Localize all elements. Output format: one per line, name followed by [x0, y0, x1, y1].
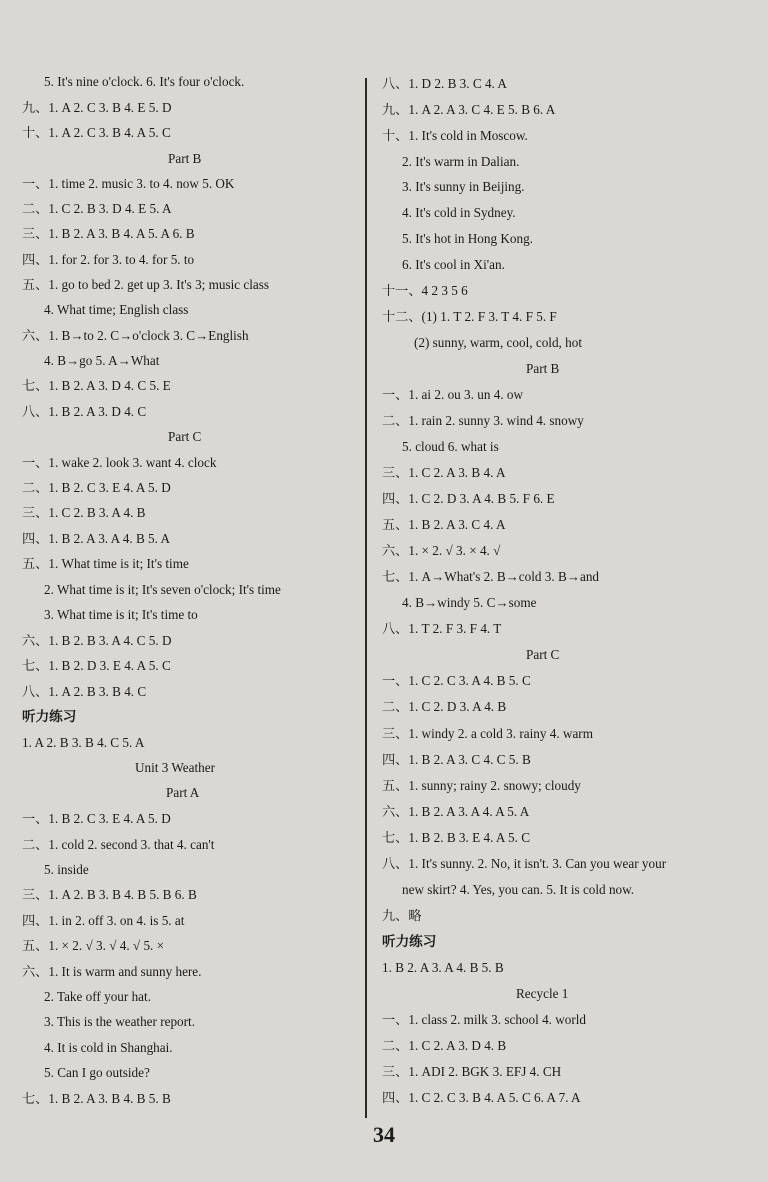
answer-line: 八、1. A 2. B 3. B 4. C [22, 684, 147, 699]
answer-line: 三、1. windy 2. a cold 3. rainy 4. warm [382, 726, 593, 741]
answer-line: (2) sunny, warm, cool, cold, hot [414, 335, 582, 350]
answer-line: 5. inside [44, 862, 89, 877]
answer-line: Part A [166, 785, 200, 800]
answer-line: 一、1. class 2. milk 3. school 4. world [382, 1012, 587, 1027]
answer-line: 五、1. sunny; rainy 2. snowy; cloudy [382, 778, 581, 793]
answer-line: 二、1. C 2. A 3. D 4. B [382, 1038, 507, 1053]
answer-line: 二、1. C 2. B 3. D 4. E 5. A [22, 201, 172, 216]
answer-line: 二、1. B 2. C 3. E 4. A 5. D [22, 480, 171, 495]
answer-line: 3. What time is it; It's time to [44, 607, 198, 622]
answer-line: 4. What time; English class [44, 302, 189, 317]
answer-line: 八、1. It's sunny. 2. No, it isn't. 3. Can you wear your [382, 856, 667, 871]
answer-line: 四、1. for 2. for 3. to 4. for 5. to [22, 252, 195, 267]
answer-line: 一、1. ai 2. ou 3. un 4. ow [382, 387, 524, 402]
section-heading: 听力练习 [22, 709, 77, 725]
answer-line: Part C [526, 647, 560, 662]
section-heading: 听力练习 [382, 934, 437, 950]
answer-line: 一、1. B 2. C 3. E 4. A 5. D [22, 811, 171, 826]
answer-line: 六、1. B→to 2. C→o'clock 3. C→English [22, 328, 249, 343]
answer-line: 十、1. It's cold in Moscow. [382, 128, 528, 143]
answer-line: 三、1. ADI 2. BGK 3. EFJ 4. CH [382, 1064, 562, 1079]
answer-line: Recycle 1 [516, 986, 569, 1001]
answer-line: 六、1. B 2. B 3. A 4. C 5. D [22, 633, 172, 648]
answer-line: 八、1. T 2. F 3. F 4. T [382, 621, 502, 636]
answer-line: 五、1. B 2. A 3. C 4. A [382, 517, 506, 532]
answer-line: 九、1. A 2. A 3. C 4. E 5. B 6. A [382, 102, 556, 117]
answer-line: 4. B→windy 5. C→some [402, 595, 537, 610]
answer-line: 七、1. B 2. A 3. D 4. C 5. E [22, 378, 171, 393]
answer-line: 4. It is cold in Shanghai. [44, 1040, 173, 1055]
answer-line: 六、1. × 2. √ 3. × 4. √ [382, 543, 501, 558]
answer-line: 二、1. C 2. D 3. A 4. B [382, 699, 507, 714]
answer-line: 七、1. A→What's 2. B→cold 3. B→and [382, 569, 600, 584]
answer-line: 十一、4 2 3 5 6 [382, 283, 468, 298]
answer-line: 2. What time is it; It's seven o'clock; It's time [44, 582, 281, 597]
answer-line: 四、1. in 2. off 3. on 4. is 5. at [22, 913, 185, 928]
answer-line: 一、1. time 2. music 3. to 4. now 5. OK [22, 176, 235, 191]
answer-line: 六、1. It is warm and sunny here. [22, 964, 202, 979]
answer-line: 5. cloud 6. what is [402, 439, 499, 454]
answer-line: 五、1. × 2. √ 3. √ 4. √ 5. × [22, 938, 165, 953]
answer-line: 八、1. B 2. A 3. D 4. C [22, 404, 147, 419]
answer-line: 九、1. A 2. C 3. B 4. E 5. D [22, 100, 172, 115]
answer-line: 5. Can I go outside? [44, 1065, 150, 1080]
answer-line: 四、1. C 2. C 3. B 4. A 5. C 6. A 7. A [382, 1090, 581, 1105]
answer-line: Part B [526, 361, 560, 376]
answer-line: 十二、(1) 1. T 2. F 3. T 4. F 5. F [382, 309, 557, 324]
answer-line: 5. It's nine o'clock. 6. It's four o'clock. [44, 74, 245, 89]
answer-line: 1. A 2. B 3. B 4. C 5. A [22, 735, 145, 750]
answer-line: 七、1. B 2. A 3. B 4. B 5. B [22, 1091, 171, 1106]
answer-line: Part C [168, 429, 202, 444]
answer-line: 四、1. B 2. A 3. A 4. B 5. A [22, 531, 171, 546]
answer-line: 3. It's sunny in Beijing. [402, 179, 525, 194]
answer-line: 1. B 2. A 3. A 4. B 5. B [382, 960, 504, 975]
answer-line: 三、1. C 2. B 3. A 4. B [22, 505, 146, 520]
answer-line: 三、1. C 2. A 3. B 4. A [382, 465, 506, 480]
answer-line: 六、1. B 2. A 3. A 4. A 5. A [382, 804, 530, 819]
answer-line: 5. It's hot in Hong Kong. [402, 231, 533, 246]
answer-line: 八、1. D 2. B 3. C 4. A [382, 76, 507, 91]
answer-line: 2. Take off your hat. [44, 989, 151, 1004]
answer-line: new skirt? 4. Yes, you can. 5. It is cold now. [402, 882, 635, 897]
column-divider [365, 78, 367, 1118]
answer-line: 四、1. C 2. D 3. A 4. B 5. F 6. E [382, 491, 555, 506]
answer-line: 七、1. B 2. D 3. E 4. A 5. C [22, 658, 171, 673]
answer-line: 4. It's cold in Sydney. [402, 205, 516, 220]
answer-line: 一、1. C 2. C 3. A 4. B 5. C [382, 673, 531, 688]
answer-line: 4. B→go 5. A→What [44, 353, 160, 368]
answer-line: 三、1. A 2. B 3. B 4. B 5. B 6. B [22, 887, 197, 902]
answer-line: 五、1. go to bed 2. get up 3. It's 3; music class [22, 277, 270, 292]
answer-line: 五、1. What time is it; It's time [22, 556, 189, 571]
answer-line: Unit 3 Weather [135, 760, 215, 775]
answer-line: 3. This is the weather report. [44, 1014, 196, 1029]
answer-line: 6. It's cool in Xi'an. [402, 257, 505, 272]
answer-line: 四、1. B 2. A 3. C 4. C 5. B [382, 752, 531, 767]
answer-line: 二、1. cold 2. second 3. that 4. can't [22, 837, 215, 852]
answer-line: 2. It's warm in Dalian. [402, 154, 520, 169]
answer-line: Part B [168, 151, 202, 166]
answer-line: 七、1. B 2. B 3. E 4. A 5. C [382, 830, 531, 845]
answer-line: 三、1. B 2. A 3. B 4. A 5. A 6. B [22, 226, 195, 241]
answer-line: 一、1. wake 2. look 3. want 4. clock [22, 455, 217, 470]
answer-line: 二、1. rain 2. sunny 3. wind 4. snowy [382, 413, 584, 428]
answer-line: 十、1. A 2. C 3. B 4. A 5. C [22, 125, 171, 140]
page-number: 34 [373, 1122, 395, 1147]
answer-line: 九、略 [382, 908, 422, 923]
